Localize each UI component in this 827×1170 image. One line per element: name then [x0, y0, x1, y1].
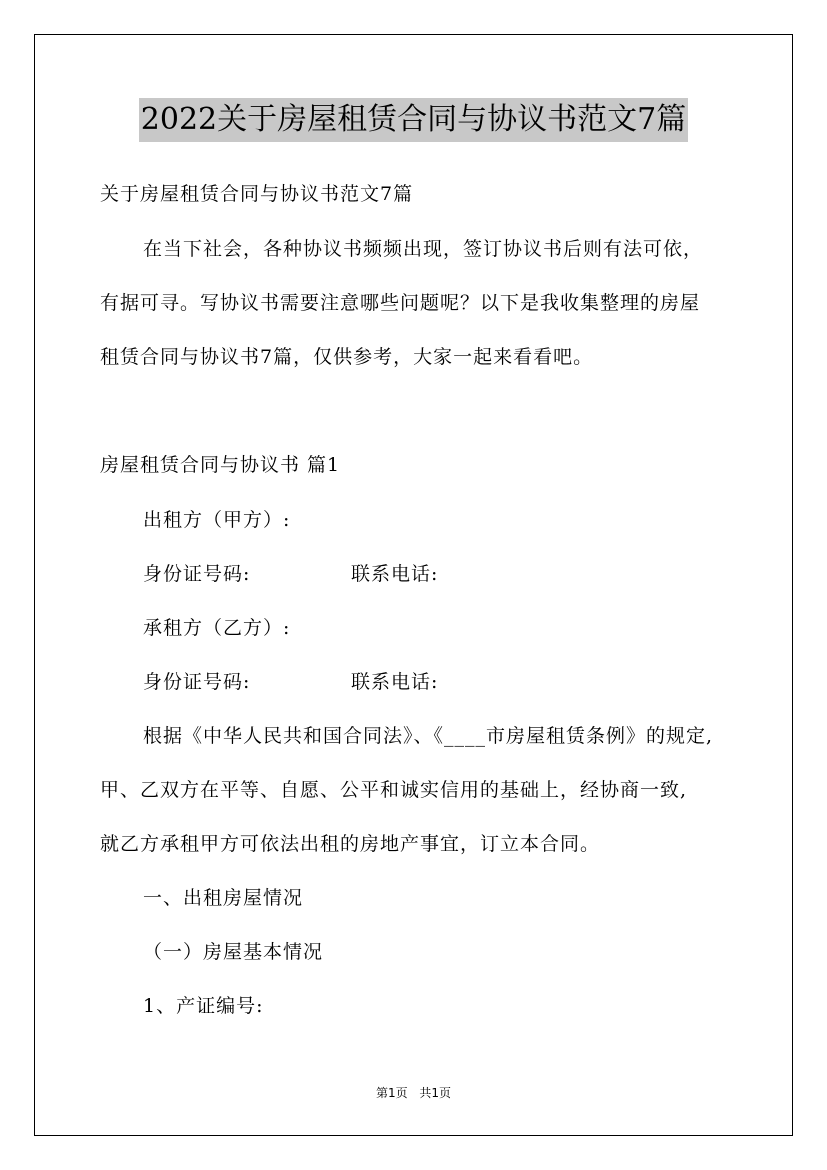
title-container [0, 98, 827, 142]
lessee-phone-label: 联系电话: [351, 671, 439, 693]
lessor-id-label: 身份证号码: [143, 563, 251, 585]
page-number: 第1页 [375, 1086, 408, 1100]
lessee-label: 承租方（乙方）: [143, 617, 291, 639]
clause-1-1-heading: （一）房屋基本情况 [143, 941, 324, 963]
lessee-id-label: 身份证号码: [143, 671, 251, 693]
lessor-phone-label: 联系电话: [351, 563, 439, 585]
body-line-2: 甲、乙双方在平等、自愿、公平和诚实信用的基础上，经协商一致, [100, 779, 688, 801]
page-footer [0, 1085, 827, 1101]
page-total: 共1页 [419, 1086, 452, 1100]
intro-line-3: 租赁合同与协议书7篇，仅供参考，大家一起来看看吧。 [100, 346, 594, 368]
lessor-label: 出租方（甲方）: [143, 509, 291, 531]
intro-line-1: 在当下社会，各种协议书频频出现，签订协议书后则有法可依， [143, 238, 704, 260]
clause-1-heading: 一、出租房屋情况 [143, 887, 304, 909]
document-subtitle: 关于房屋租赁合同与协议书范文7篇 [100, 183, 414, 205]
clause-1-1-1-heading: 1、产证编号: [143, 995, 264, 1017]
section-heading: 房屋租赁合同与协议书 篇1 [100, 454, 341, 476]
intro-line-2: 有据可寻。写协议书需要注意哪些问题呢？以下是我收集整理的房屋 [100, 292, 701, 314]
document-title: 2022关于房屋租赁合同与协议书范文7篇 [139, 98, 688, 142]
body-line-3: 就乙方承租甲方可依法出租的房地产事宜，订立本合同。 [100, 833, 601, 855]
body-line-1: 根据《中华人民共和国合同法》、《____市房屋租赁条例》的规定, [143, 725, 714, 747]
